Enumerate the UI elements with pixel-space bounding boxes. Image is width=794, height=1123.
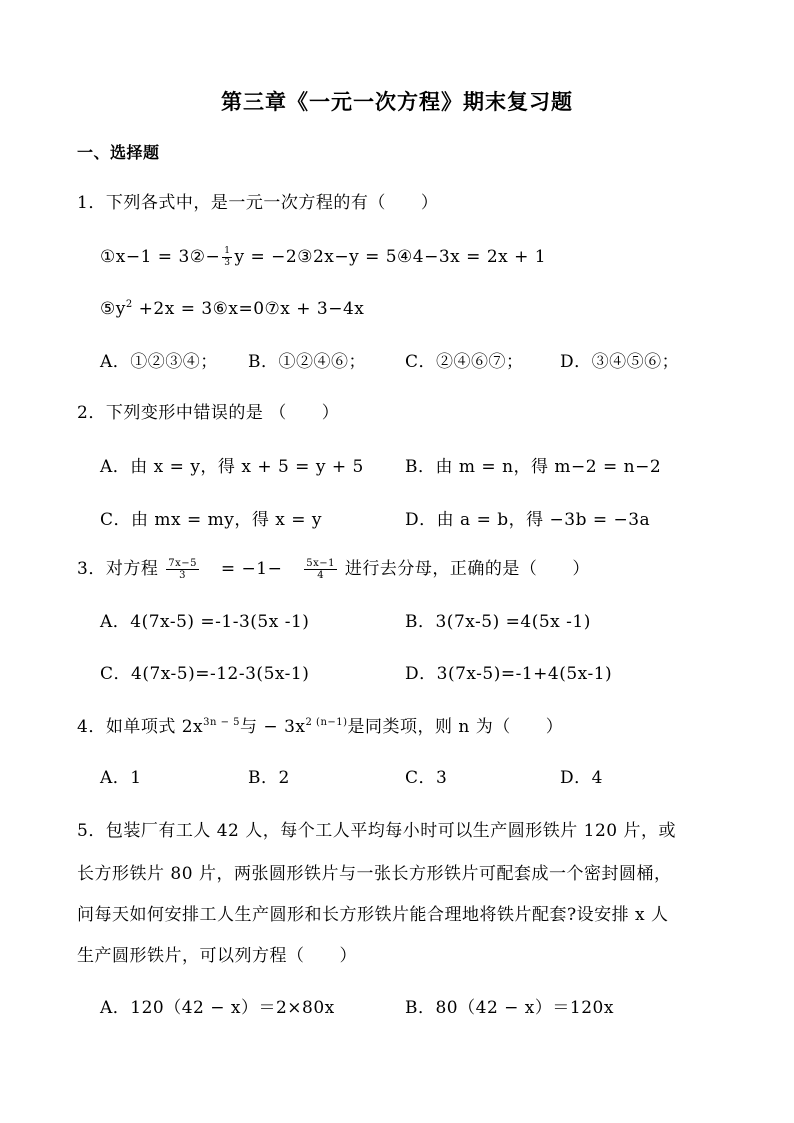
fraction-numerator: 7x−5 <box>168 558 197 569</box>
question-1-option-c: C．②④⑥⑦； <box>405 352 524 372</box>
page-title: 第三章《一元一次方程》期末复习题 <box>221 90 573 114</box>
question-5-line-2: 长方形铁片 80 片，两张圆形铁片与一张长方形铁片可配套成一个密封圆桶， <box>77 864 672 884</box>
question-1-items-line-1 <box>100 246 546 269</box>
question-1-stem: 1．下列各式中，是一元一次方程的有（ ） <box>77 193 439 213</box>
fraction-denominator: 3 <box>179 570 187 581</box>
question-3-option-a: A．4(7x-5) =-1-3(5x -1) <box>100 612 310 632</box>
q3-suffix: 进行去分母，正确的是（ ） <box>344 559 590 579</box>
q1-item-text: ①x−1 = 3②− <box>100 247 221 267</box>
question-4-option-d: D．4 <box>560 768 603 788</box>
question-4-option-c: C．3 <box>405 768 448 788</box>
q1-item-text: +2x = 3⑥x=0⑦x + 3−4x <box>132 299 365 319</box>
q3-prefix: 3．对方程 <box>77 559 159 579</box>
question-3-option-c: C．4(7x-5)=-12-3(5x-1) <box>100 664 310 684</box>
question-4-stem <box>77 716 563 738</box>
superscript: 2 (n−1) <box>305 717 348 728</box>
superscript: 2 <box>125 299 133 310</box>
fraction <box>222 246 232 269</box>
q3-middle: = −1− <box>220 559 283 579</box>
question-1-items-line-2 <box>100 298 364 320</box>
question-2-option-b: B．由 m = n，得 m−2 = n−2 <box>405 457 662 477</box>
fraction <box>304 558 337 581</box>
question-5-line-1: 5．包装厂有工人 42 人，每个工人平均每小时可以生产圆形铁片 120 片，或 <box>77 821 677 841</box>
superscript: 3n − 5 <box>203 717 241 728</box>
question-1-option-a: A．①②③④； <box>100 352 218 372</box>
question-1-option-d: D．③④⑤⑥； <box>560 352 680 372</box>
fraction-numerator: 1 <box>224 246 231 256</box>
question-5-option-a: A．120（42 − x）＝2×80x <box>100 998 335 1018</box>
q4-prefix: 4．如单项式 2x <box>77 717 204 737</box>
question-3-option-b: B．3(7x-5) =4(5x -1) <box>405 612 591 632</box>
q4-middle: 与 − 3x <box>240 717 306 737</box>
question-1-option-b: B．①②④⑥； <box>248 352 366 372</box>
question-5-line-4: 生产圆形铁片，可以列方程（ ） <box>77 946 357 966</box>
fraction-denominator: 4 <box>317 570 325 581</box>
question-4-option-a: A．1 <box>100 768 142 788</box>
question-2-stem: 2．下列变形中错误的是 （ ） <box>77 403 340 423</box>
question-2-option-a: A．由 x = y，得 x + 5 = y + 5 <box>100 457 364 477</box>
section-heading: 一、选择题 <box>77 143 160 162</box>
question-3-stem <box>77 558 590 581</box>
fraction-numerator: 5x−1 <box>306 558 335 569</box>
q1-item-text: ⑤y <box>100 299 126 319</box>
q1-item-text: y = −2③2x−y = 5④4−3x = 2x + 1 <box>234 247 547 267</box>
question-2-option-c: C．由 mx = my，得 x = y <box>100 510 323 530</box>
question-4-option-b: B．2 <box>248 768 290 788</box>
q4-suffix: 是同类项，则 n 为（ ） <box>347 717 564 737</box>
fraction <box>166 558 199 581</box>
fraction-denominator: 3 <box>224 258 231 268</box>
question-5-line-3: 问每天如何安排工人生产圆形和长方形铁片能合理地将铁片配套?设安排 x 人 <box>77 905 669 925</box>
question-5-option-b: B．80（42 − x）＝120x <box>405 998 614 1018</box>
question-2-option-d: D．由 a = b，得 −3b = −3a <box>405 510 651 530</box>
question-3-option-d: D．3(7x-5)=-1+4(5x-1) <box>405 664 613 684</box>
